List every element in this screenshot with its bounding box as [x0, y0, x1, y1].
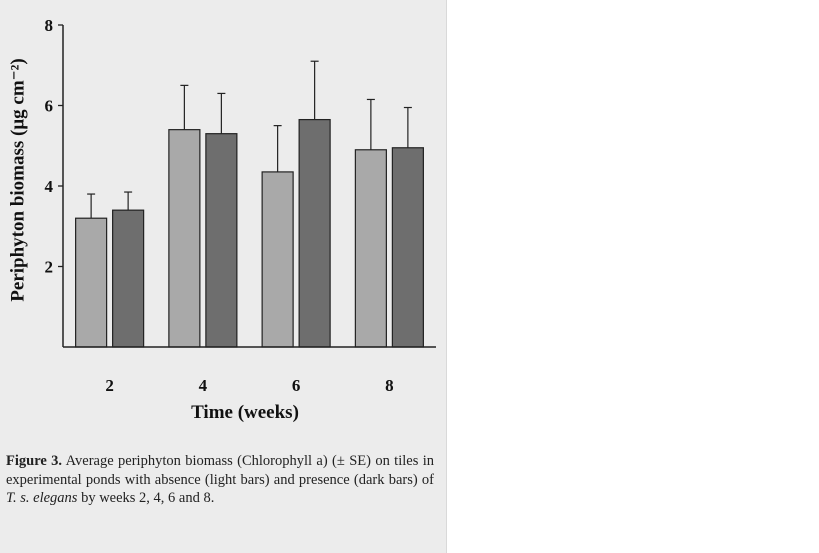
bar — [169, 130, 200, 347]
bar — [206, 134, 237, 347]
bar — [262, 172, 293, 347]
caption-text-1: Average periphyton biomass (Chlorophyll a) (± SE) on tiles in experimental ponds with absence (light bars) and presence (dark bars) of — [6, 453, 434, 488]
bar — [355, 150, 386, 347]
page-edge-divider — [446, 0, 447, 553]
x-axis-label: Time (weeks) — [191, 402, 299, 423]
x-tick-label: 6 — [291, 376, 301, 395]
bar — [392, 148, 423, 347]
y-axis-label: Periphyton biomass (μg cm⁻²) — [7, 58, 29, 302]
caption-text-2: by weeks 2, 4, 6 and 8. — [77, 490, 215, 506]
x-tick-label: 8 — [385, 376, 394, 395]
bar — [113, 210, 144, 347]
y-tick-label: 6 — [44, 96, 53, 116]
y-tick-label: 8 — [44, 16, 53, 35]
bar-chart — [0, 0, 446, 400]
y-tick-label: 4 — [44, 177, 53, 196]
x-tick-label: 2 — [105, 376, 114, 395]
caption-species: T. s. elegans — [6, 490, 78, 506]
bar — [76, 218, 107, 347]
y-tick-label: 2 — [44, 257, 53, 277]
figure-caption — [6, 452, 434, 508]
x-tick-label: 4 — [198, 376, 208, 395]
caption-lead: Figure 3. — [6, 453, 63, 469]
bar — [299, 120, 330, 347]
